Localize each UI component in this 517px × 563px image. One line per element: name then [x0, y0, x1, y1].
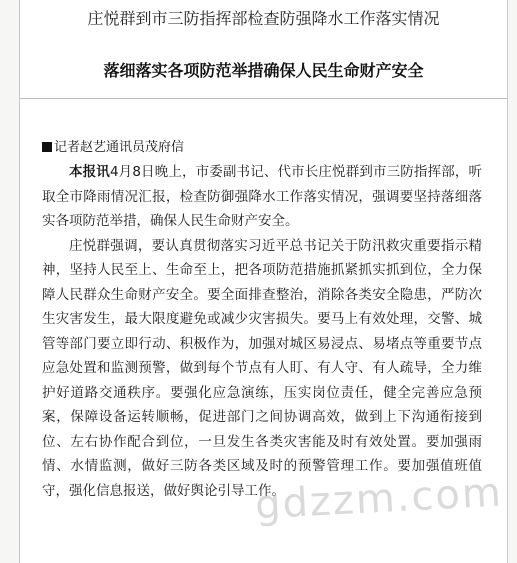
byline	[42, 136, 184, 155]
byline-text: 记者赵艺通讯员茂府信	[54, 140, 185, 155]
paragraph-1-text: 4月8日晚上，市委副书记、代市长庄悦群到市三防指挥部，听取全市降雨情况汇报，检查防御强降水工作落实情况，强调要坚持落细落实各项防范举措，确保人民生命财产安全。	[42, 164, 482, 229]
square-bullet-icon	[42, 142, 52, 152]
lead-tag: 本报讯	[69, 164, 110, 180]
paragraph-2: 庄悦群强调，要认真贯彻落实习近平总书记关于防汛救灾重要指示精神，坚持人民至上、生命至上，把各项防范措施抓紧抓实抓到位，全力保障人民群众生命财产安全。要全面排查整治，消除各类安全隐患，严防次生灾害发生，最大限度避免或减少灾害损失。要马上有效处理，交警、城管等部门要立即行动、积极作为，加强对城区易浸点、易堵点等重要节点应急处置和监测预警，做到每个节点有人盯、有人守、有人疏导，全力维护好道路交通秩序。要强化应急演练，压实岗位责任，健全完善应急预案，保障设备运转顺畅，促进部门之间协调高效，做到上下沟通衔接到位、左右协作配合到位，一旦发生各类灾害能及时有效处置。要加强雨情、水情监测，做好三防各类区域及时的预警管理工作。要加强值班值守，强化信息报送，做好舆论引导工作。	[42, 237, 482, 499]
article-kicker: 庄悦群到市三防指挥部检查防强降水工作落实情况	[87, 9, 440, 28]
paragraph-1	[42, 160, 482, 234]
article-frame	[19, 0, 508, 563]
article-headline: 落细落实各项防范举措确保人民生命财产安全	[103, 61, 424, 80]
divider	[20, 98, 507, 99]
article-body	[42, 160, 482, 503]
watermark: gdzzm.com	[253, 469, 504, 529]
